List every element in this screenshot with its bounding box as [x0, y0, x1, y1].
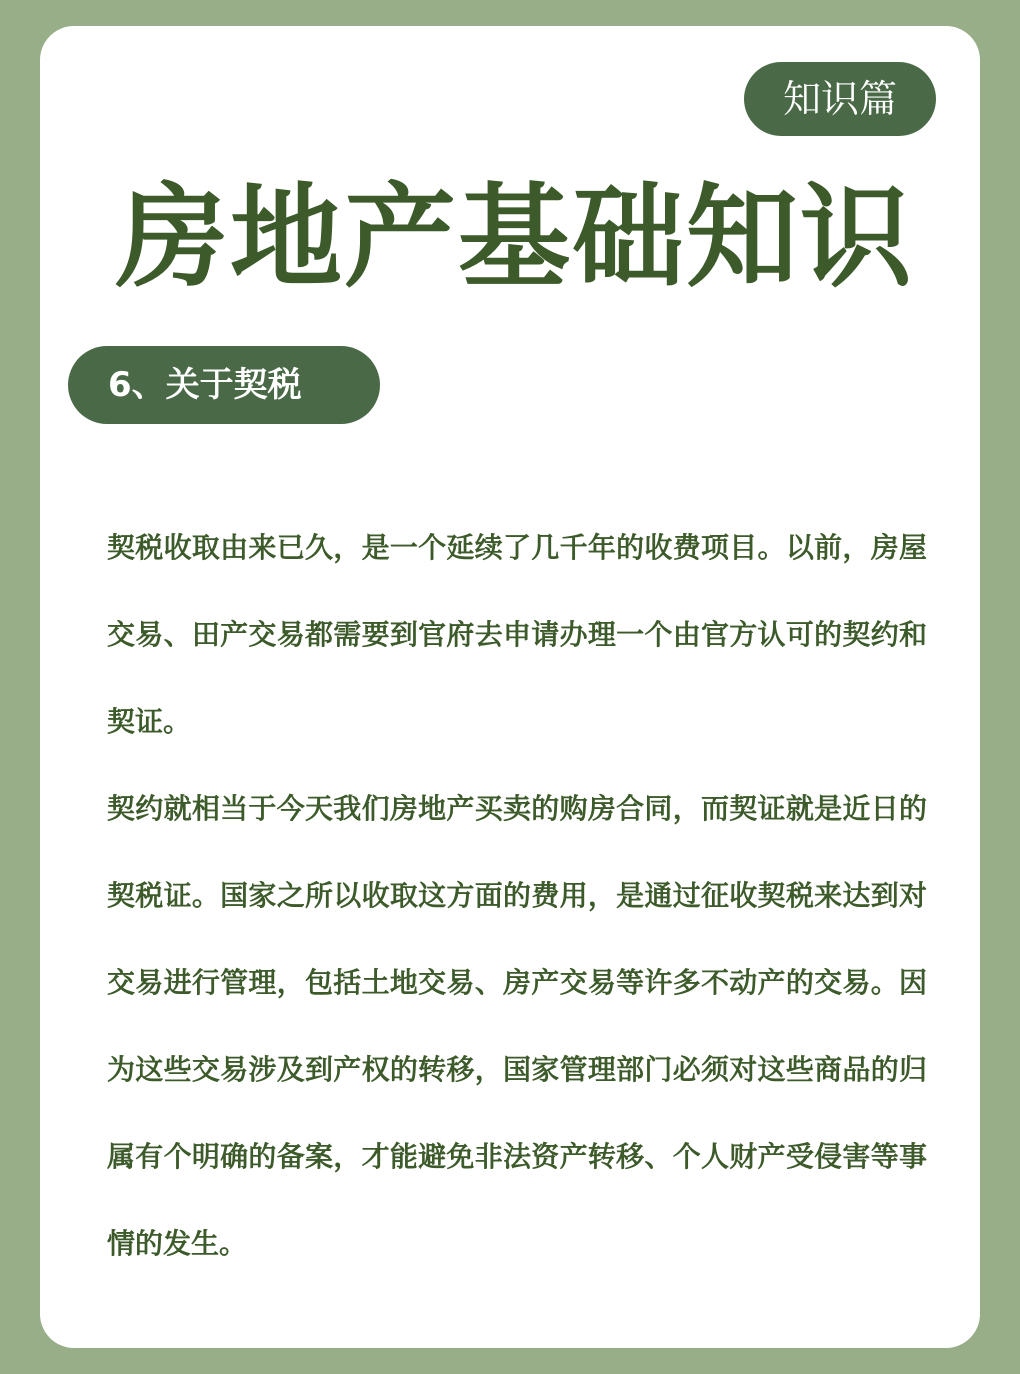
- content-card: [40, 26, 980, 1348]
- article-body: [107, 504, 927, 1287]
- section-heading-label: 6、关于契税: [108, 365, 302, 405]
- section-heading-pill: [68, 346, 380, 424]
- page-title: 房地产基础知识: [116, 173, 914, 303]
- category-badge: 知识篇: [744, 62, 936, 136]
- paragraph: 契税收取由来已久，是一个延续了几千年的收费项目。以前，房屋交易、田产交易都需要到官府去申请办理一个由官方认可的契约和契证。: [107, 531, 927, 738]
- paragraph: 契约就相当于今天我们房地产买卖的购房合同，而契证就是近日的契税证。国家之所以收取这方面的费用，是通过征收契税来达到对交易进行管理，包括土地交易、房产交易等许多不动产的交易。因为这些交易涉及到产权的转移，国家管理部门必须对这些商品的归属有个明确的备案，才能避免非法资产转移、个人财产受侵害等事情的发生。: [107, 792, 927, 1260]
